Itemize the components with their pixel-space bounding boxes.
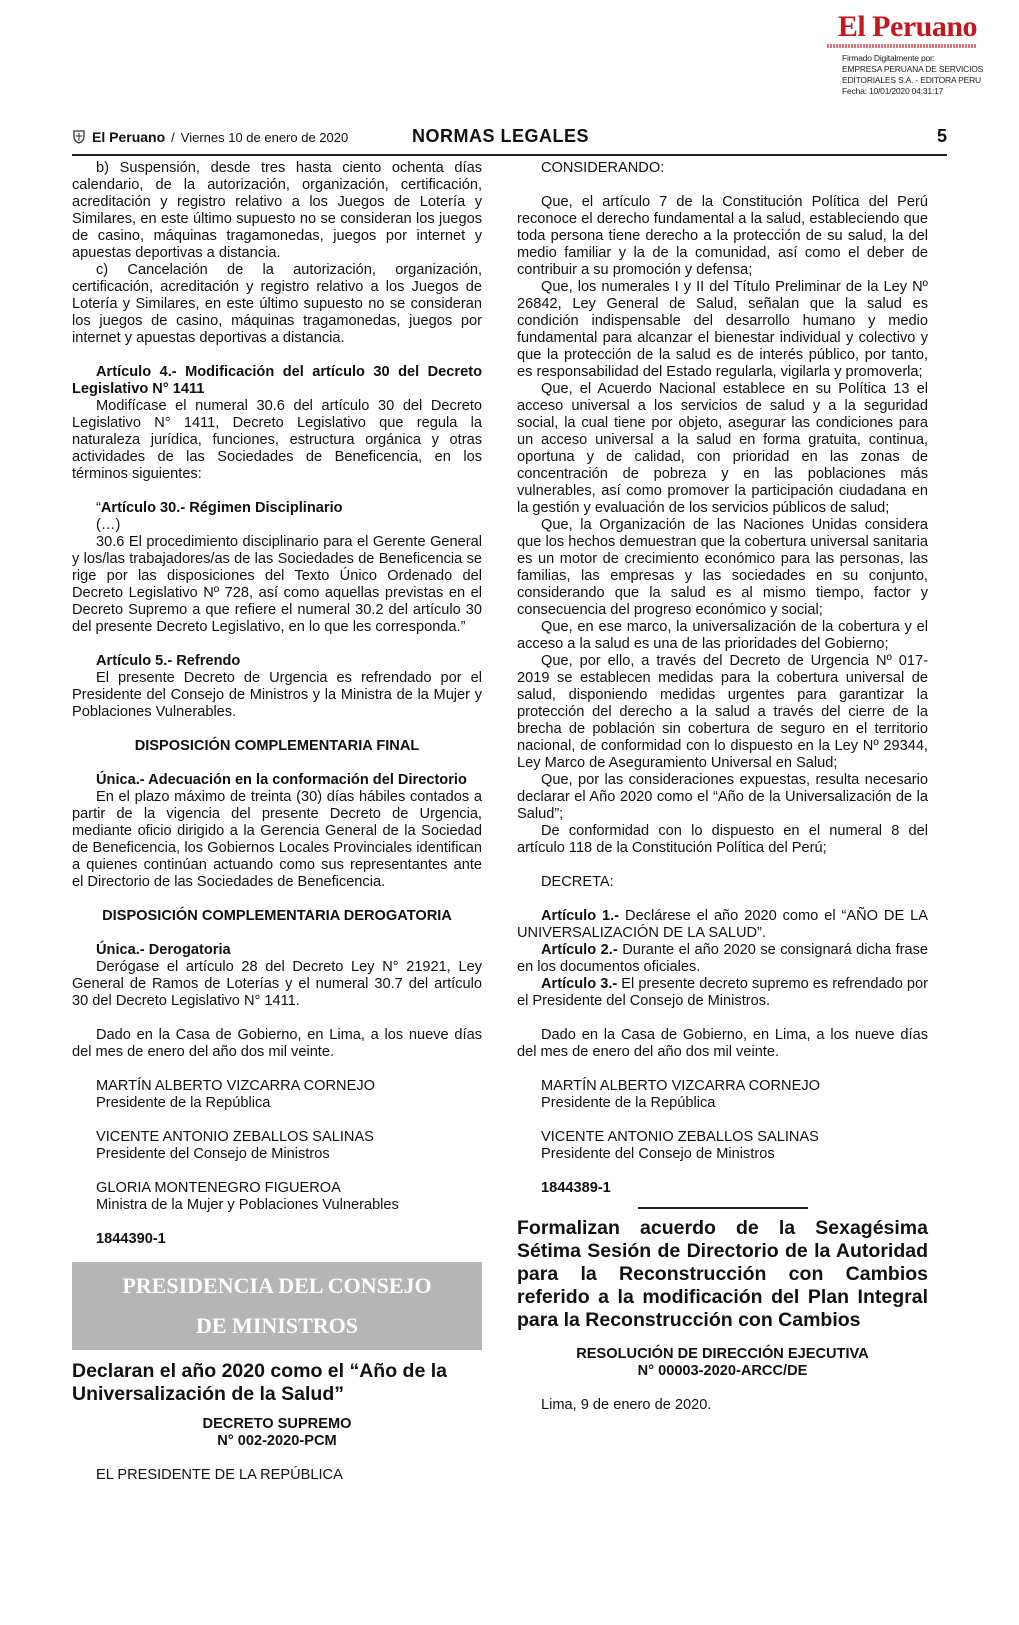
reference-number: 1844390-1 bbox=[96, 1231, 166, 1247]
paragraph: Dado en la Casa de Gobierno, en Lima, a los nueve días del mes de enero del año dos mil veinte. bbox=[517, 1027, 928, 1060]
headline: Declaran el año 2020 como el “Año de la Universalización de la Salud” bbox=[72, 1360, 447, 1405]
header-left bbox=[72, 129, 348, 145]
header-section: NORMAS LEGALES bbox=[412, 126, 590, 146]
paragraph: El presente Decreto de Urgencia es refrendado por el Presidente del Consejo de Ministros y la Ministra de la Mujer y Poblaciones Vulnerables. bbox=[72, 670, 482, 720]
article-label: Artículo 2.- bbox=[541, 942, 618, 958]
paragraph: Que, por las consideraciones expuestas, resulta necesario declarar el Año 2020 como el “Año de la Universalización de la Salud”; bbox=[517, 772, 928, 822]
signature-line: Fecha: 10/01/2020 04:31:17 bbox=[842, 86, 944, 96]
paragraph: En el plazo máximo de treinta (30) días hábiles contados a partir de la vigencia del presente Decreto de Urgencia, mediante oficio dirigido a la Gerencia General de la Sociedad de Beneficencia, los Gobiernos Locales Provinciales identifican a quienes continúan actuando como sus representantes ante el Directorio de las Sociedades de Beneficencia. bbox=[72, 789, 482, 890]
el-peruano-logo: El Peruano bbox=[837, 10, 977, 43]
article bbox=[517, 908, 928, 942]
paragraph: Dado en la Casa de Gobierno, en Lima, a los nueve días del mes de enero del año dos mil veinte. bbox=[72, 1027, 482, 1060]
paragraph: Que, por ello, a través del Decreto de Urgencia Nº 017-2019 se establecen medidas para la cobertura universal de salud, disponiendo medidas urgentes para garantizar la protección del derecho a la salud a través del cierre de la brecha de población sin cobertura de seguro en el territorio nacional, de conformidad con lo dispuesto en la Ley Nº 29344, Ley Marco de Aseguramiento Universal en Salud; bbox=[517, 653, 928, 771]
header-date: Viernes 10 de enero de 2020 bbox=[180, 129, 349, 145]
article-title: Artículo 4.- Modificación del artículo 30 del Decreto Legislativo N° 1411 bbox=[72, 364, 482, 397]
resolution-line: N° 00003-2020-ARCC/DE bbox=[637, 1363, 808, 1379]
issuer: EL PRESIDENTE DE LA REPÚBLICA bbox=[96, 1467, 343, 1483]
signatory-role: Presidente del Consejo de Ministros bbox=[96, 1146, 330, 1162]
paragraph: Que, el artículo 7 de la Constitución Política del Perú reconoce el derecho fundamental a la salud, estableciendo que toda persona tiene derecho a la protección de su salud, la del medio familiar y la de la comunidad, así como el deber de contribuir a su promoción y defensa; bbox=[517, 194, 928, 278]
article-label: Artículo 3.- bbox=[541, 976, 618, 992]
banner-line: DE MINISTROS bbox=[196, 1313, 358, 1338]
digital-signature bbox=[842, 53, 983, 97]
signatory-name: VICENTE ANTONIO ZEBALLOS SALINAS bbox=[541, 1129, 819, 1145]
resolution-line: RESOLUCIÓN DE DIRECCIÓN EJECUTIVA bbox=[576, 1346, 869, 1362]
signatory-role: Presidente de la República bbox=[96, 1095, 271, 1111]
separator-rule bbox=[638, 1207, 808, 1209]
signatory-role: Ministra de la Mujer y Poblaciones Vulnerables bbox=[96, 1197, 399, 1213]
decree-line: DECRETO SUPREMO bbox=[202, 1416, 352, 1432]
paragraph: Que, los numerales I y II del Título Preliminar de la Ley Nº 26842, Ley General de Salud, señalan que la salud es condición indispensable del desarrollo humano y medio fundamental para alcanzar el bienestar individual y colectivo y que la protección de la salud es de interés público, por tanto, es responsabilidad del Estado regularla, vigilarla y promoverla; bbox=[517, 279, 928, 380]
article-title bbox=[72, 500, 482, 517]
header-slash: / bbox=[171, 129, 175, 145]
ellipsis: (…) bbox=[96, 517, 121, 533]
article-title: Única.- Derogatoria bbox=[96, 942, 231, 958]
article-title: Artículo 5.- Refrendo bbox=[96, 653, 241, 669]
paragraph: 30.6 El procedimiento disciplinario para el Gerente General y los/las trabajadores/as de las Sociedades de Beneficencia se rige por las disposiciones del Texto Único Ordenado del Decreto Legislativo Nº 728, así como aquellas previstas en el Decreto Supremo a que refiere el numeral 30.2 del artículo 30 del presente Decreto Legislativo, en lo que les corresponda.” bbox=[72, 534, 482, 635]
article-30-title: Artículo 30.- Régimen Disciplinario bbox=[100, 500, 343, 516]
coat-of-arms-icon bbox=[72, 130, 86, 144]
paragraph: Modifícase el numeral 30.6 del artículo 30 del Decreto Legislativo N° 1411, Decreto Legislativo que regula la naturaleza jurídica, funciones, estructura orgánica y otras actividades de las Sociedades de Beneficencia, en los términos siguientes: bbox=[72, 398, 482, 482]
signatory-name: MARTÍN ALBERTO VIZCARRA CORNEJO bbox=[541, 1078, 820, 1094]
decree-number bbox=[72, 1416, 482, 1450]
paragraph: Que, el Acuerdo Nacional establece en su Política 13 el acceso universal a los servicios de salud y a la seguridad social, la cual tiene por objeto, asegurar las condiciones para un acceso universal a la salud en forma gratuita, continua, oportuna y de calidad, con prioridad en las zonas de concentración de pobreza y en las poblaciones más vulnerables, así como promover la participación ciudadana en la gestión y evaluación de los servicios públicos de salud; bbox=[517, 381, 928, 516]
article bbox=[517, 942, 928, 976]
headline: Formalizan acuerdo de la Sexagésima Sétima Sesión de Directorio de la Autoridad para la Reconstrucción con Cambios referido a la modificación del Plan Integral para la Reconstrucción con Cambios bbox=[517, 1217, 928, 1331]
article-text: Declárese el año 2020 como el “AÑO DE LA UNIVERSALIZACIÓN DE LA SALUD”. bbox=[517, 908, 928, 941]
reference-number: 1844389-1 bbox=[541, 1180, 611, 1196]
article-text: El presente decreto supremo es refrendado por el Presidente del Consejo de Ministros. bbox=[517, 976, 929, 1009]
paragraph: c) Cancelación de la autorización, organización, certificación, acreditación y registro relativo a los Juegos de Lotería y Similares, en este último supuesto no se consideran los juegos de casino, máquinas tragamonedas, juegos por internet y apuestas deportivas a distancia. bbox=[72, 262, 482, 346]
banner-line: PRESIDENCIA DEL CONSEJO bbox=[122, 1273, 432, 1298]
signatory-name: MARTÍN ALBERTO VIZCARRA CORNEJO bbox=[96, 1078, 375, 1094]
quote-mark: “ bbox=[96, 500, 101, 516]
paragraph: b) Suspensión, desde tres hasta ciento ochenta días calendario, de la autorización, organización, certificación, acreditación y registro relativo a los Juegos de Lotería y Similares, en este último supuesto no se consideran los juegos de casino, máquinas tragamonedas, juegos por internet y apuestas deportivas a distancia. bbox=[72, 160, 482, 261]
paragraph: Que, en ese marco, la universalización de la cobertura y el acceso a la salud es una de las prioridades del Gobierno; bbox=[517, 619, 928, 652]
signature-line: Firmado Digitalmente por: bbox=[842, 53, 935, 63]
paragraph: Derógase el artículo 28 del Decreto Ley N° 21921, Ley General de Ramos de Loterías y el numeral 30.7 del artículo 30 del Decreto Legislativo N° 1411. bbox=[72, 959, 482, 1009]
page-header bbox=[72, 126, 947, 156]
section-banner bbox=[72, 1262, 482, 1350]
dateline: Lima, 9 de enero de 2020. bbox=[541, 1397, 712, 1413]
signatory-name: VICENTE ANTONIO ZEBALLOS SALINAS bbox=[96, 1129, 374, 1145]
page-number: 5 bbox=[936, 126, 947, 146]
section-heading: DISPOSICIÓN COMPLEMENTARIA DEROGATORIA bbox=[102, 908, 452, 924]
left-column bbox=[72, 160, 482, 1484]
header-publication: El Peruano bbox=[92, 129, 166, 145]
considerando-label: CONSIDERANDO: bbox=[541, 160, 665, 176]
paragraph: De conformidad con lo dispuesto en el numeral 8 del artículo 118 de la Constitución Política del Perú; bbox=[517, 823, 928, 856]
decreta-label: DECRETA: bbox=[541, 874, 614, 890]
decree-line: N° 002-2020-PCM bbox=[217, 1433, 337, 1449]
article-label: Artículo 1.- bbox=[541, 908, 620, 924]
signatory-role: Presidente del Consejo de Ministros bbox=[541, 1146, 775, 1162]
article bbox=[517, 976, 928, 1010]
section-heading: DISPOSICIÓN COMPLEMENTARIA FINAL bbox=[134, 738, 420, 754]
article-text: Durante el año 2020 se consignará dicha frase en los documentos oficiales. bbox=[517, 942, 929, 975]
resolution-number bbox=[517, 1346, 928, 1380]
signatory-role: Presidente de la República bbox=[541, 1095, 716, 1111]
logo-underline bbox=[827, 44, 977, 48]
signatory-name: GLORIA MONTENEGRO FIGUEROA bbox=[96, 1180, 341, 1196]
signature-line: EDITORIALES S.A. - EDITORA PERU bbox=[842, 75, 981, 85]
right-column bbox=[517, 160, 928, 1414]
signature-line: EMPRESA PERUANA DE SERVICIOS bbox=[842, 64, 984, 74]
article-title: Única.- Adecuación en la conformación del Directorio bbox=[96, 772, 467, 788]
paragraph: Que, la Organización de las Naciones Unidas considera que los hechos demuestran que la cobertura universal sanitaria es un motor de crecimiento económico para las personas, las familias, las empresas y las sociedades en su conjunto, considerando que la salud es al mismo tiempo, factor y consecuencia del progreso económico y social; bbox=[517, 517, 928, 618]
